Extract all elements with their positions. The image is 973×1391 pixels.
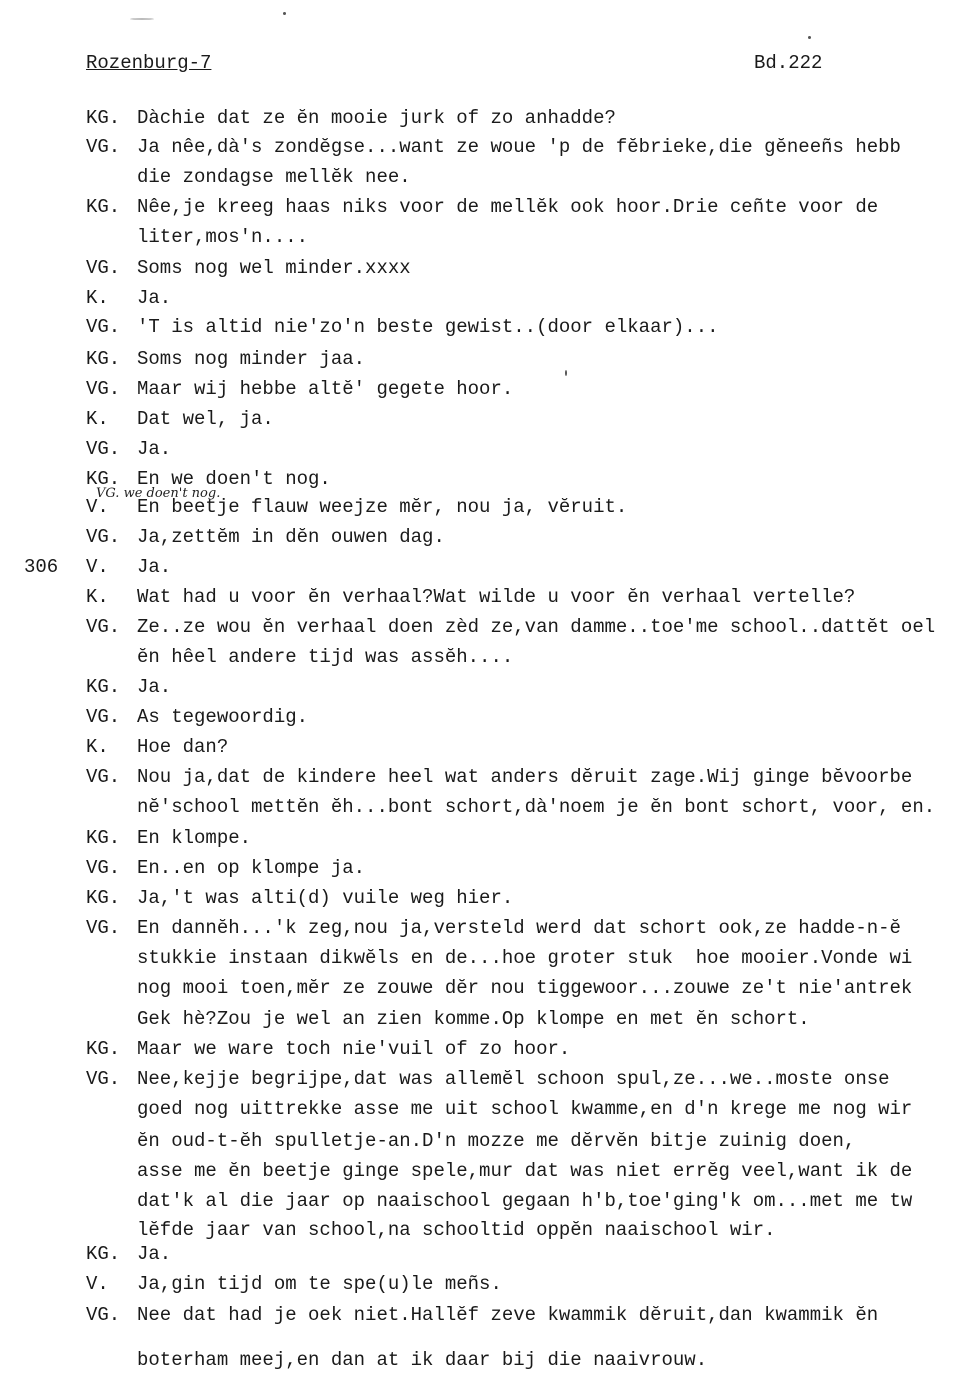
line-text: Nee,kejje begrijpe,dat was allemĕl schoon spul,ze...we..moste onse bbox=[137, 1068, 890, 1090]
line-text: Ja. bbox=[137, 1243, 172, 1265]
line-text: Ja. bbox=[137, 438, 172, 460]
line-text: Gek hè?Zou je wel an zien komme.Op klompe en met ĕn schort. bbox=[137, 1008, 810, 1030]
line-text: Dàchie dat ze ĕn mooie jurk of zo anhadde? bbox=[137, 107, 616, 129]
speaker-label: V. bbox=[86, 556, 109, 578]
scan-speck bbox=[565, 370, 567, 376]
speaker-label: VG. bbox=[86, 257, 121, 279]
line-text: die zondagse mellĕk nee. bbox=[137, 166, 411, 188]
speaker-label: V. bbox=[86, 1273, 109, 1295]
line-text: liter,mos'n.... bbox=[137, 226, 309, 248]
line-text: Ja. bbox=[137, 676, 172, 698]
line-text: ĕn oud-t-ĕh spulletje-an.D'n mozze me dĕrvĕn bitje zuinig doen, bbox=[137, 1130, 856, 1152]
speaker-label: KG. bbox=[86, 196, 121, 218]
line-text: nĕ'school mettĕn ĕh...bont schort,dà'noem je ĕn bont schort, voor, en. bbox=[137, 796, 936, 818]
line-text: Soms nog minder jaa. bbox=[137, 348, 366, 370]
speaker-label: VG. bbox=[86, 438, 121, 460]
speaker-label: VG. bbox=[86, 766, 121, 788]
speaker-label: VG. bbox=[86, 616, 121, 638]
line-text: asse me ĕn beetje ginge spele,mur dat was niet errĕg veel,want ik de bbox=[137, 1160, 913, 1182]
speaker-label: KG. bbox=[86, 827, 121, 849]
line-text: Ja. bbox=[137, 556, 172, 578]
speaker-label: VG. bbox=[86, 1304, 121, 1326]
line-text: Ja,gin tijd om te spe(u)le meñs. bbox=[137, 1273, 502, 1295]
line-text: nog mooi toen,mĕr ze zouwe dĕr nou tiggewoor...zouwe ze't nie'antrek bbox=[137, 977, 913, 999]
line-text: lĕfde jaar van school,na schooltid oppĕn naaischool wir. bbox=[137, 1219, 776, 1241]
line-text: Ja,zettĕm in dĕn ouwen dag. bbox=[137, 526, 445, 548]
speaker-label: V. bbox=[86, 496, 109, 518]
speaker-label: KG. bbox=[86, 1038, 121, 1060]
line-text: Dat wel, ja. bbox=[137, 408, 274, 430]
page-reference: Bd.222 bbox=[754, 52, 823, 74]
line-text: Ja,'t was alti(d) vuile weg hier. bbox=[137, 887, 514, 909]
line-text: Nee dat had je oek niet.Hallĕf zeve kwammik dĕruit,dan kwammik ĕn bbox=[137, 1304, 879, 1326]
line-text: Hoe dan? bbox=[137, 736, 229, 758]
line-text: Ja nêe,dà's zondĕgse...want ze woue 'p de fĕbrieke,die gĕneeñs hebb bbox=[137, 136, 901, 158]
line-text: dat'k al die jaar op naaischool gegaan h'b,toe'ging'k om...met me tw bbox=[137, 1190, 913, 1212]
speaker-label: K. bbox=[86, 736, 109, 758]
speaker-label: KG. bbox=[86, 887, 121, 909]
line-text: Wat had u voor ĕn verhaal?Wat wilde u voor ĕn verhaal vertelle? bbox=[137, 586, 856, 608]
speaker-label: KG. bbox=[86, 1243, 121, 1265]
line-text: En we doen't nog. bbox=[137, 468, 331, 490]
speaker-label: VG. bbox=[86, 136, 121, 158]
line-text: goed nog uittrekke asse me uit school kwamme,en d'n krege me nog wir bbox=[137, 1098, 913, 1120]
speaker-label: KG. bbox=[86, 348, 121, 370]
speaker-label: K. bbox=[86, 287, 109, 309]
speaker-label: VG. bbox=[86, 1068, 121, 1090]
handwritten-annotation: VG. we doen't nog. bbox=[96, 486, 221, 501]
line-text: En beetje flauw weejze mĕr, nou ja, vĕruit. bbox=[137, 496, 628, 518]
speaker-label: VG. bbox=[86, 378, 121, 400]
speaker-label: VG. bbox=[86, 706, 121, 728]
line-text: Nêe,je kreeg haas niks voor de mellĕk ook hoor.Drie ceñte voor de bbox=[137, 196, 879, 218]
speaker-label: KG. bbox=[86, 676, 121, 698]
speaker-label: K. bbox=[86, 586, 109, 608]
scan-speck bbox=[283, 12, 286, 15]
line-text: As tegewoordig. bbox=[137, 706, 309, 728]
speaker-label: VG. bbox=[86, 316, 121, 338]
line-text: boterham meej,en dan at ik daar bij die naaivrouw. bbox=[137, 1349, 708, 1371]
line-text: Maar wij hebbe altĕ' gegete hoor. bbox=[137, 378, 514, 400]
line-text: ĕn hêel andere tijd was assĕh.... bbox=[137, 646, 514, 668]
line-text: En dannĕh...'k zeg,nou ja,versteld werd dat schort ook,ze hadde-n-ĕ bbox=[137, 917, 901, 939]
speaker-label: KG. bbox=[86, 468, 121, 490]
line-text: Nou ja,dat de kindere heel wat anders dĕruit zage.Wij ginge bĕvoorbe bbox=[137, 766, 913, 788]
speaker-label: VG. bbox=[86, 857, 121, 879]
line-text: Ja. bbox=[137, 287, 172, 309]
speaker-label: VG. bbox=[86, 526, 121, 548]
scan-speck bbox=[808, 36, 811, 39]
margin-number: 306 bbox=[24, 556, 59, 578]
line-text: Maar we ware toch nie'vuil of zo hoor. bbox=[137, 1038, 571, 1060]
line-text: Soms nog wel minder.xxxx bbox=[137, 257, 411, 279]
line-text: 'T is altid nie'zo'n beste gewist..(door elkaar)... bbox=[137, 316, 719, 338]
speaker-label: VG. bbox=[86, 917, 121, 939]
line-text: En klompe. bbox=[137, 827, 252, 849]
line-text: stukkie instaan dikwĕls en de...hoe groter stuk hoe mooier.Vonde wi bbox=[137, 947, 913, 969]
speaker-label: K. bbox=[86, 408, 109, 430]
document-title: Rozenburg-7 bbox=[86, 52, 212, 74]
line-text: En..en op klompe ja. bbox=[137, 857, 366, 879]
line-text: Ze..ze wou ĕn verhaal doen zèd ze,van damme..toe'me school..dattĕt oel bbox=[137, 616, 936, 638]
scan-speck bbox=[130, 18, 154, 20]
speaker-label: KG. bbox=[86, 107, 121, 129]
